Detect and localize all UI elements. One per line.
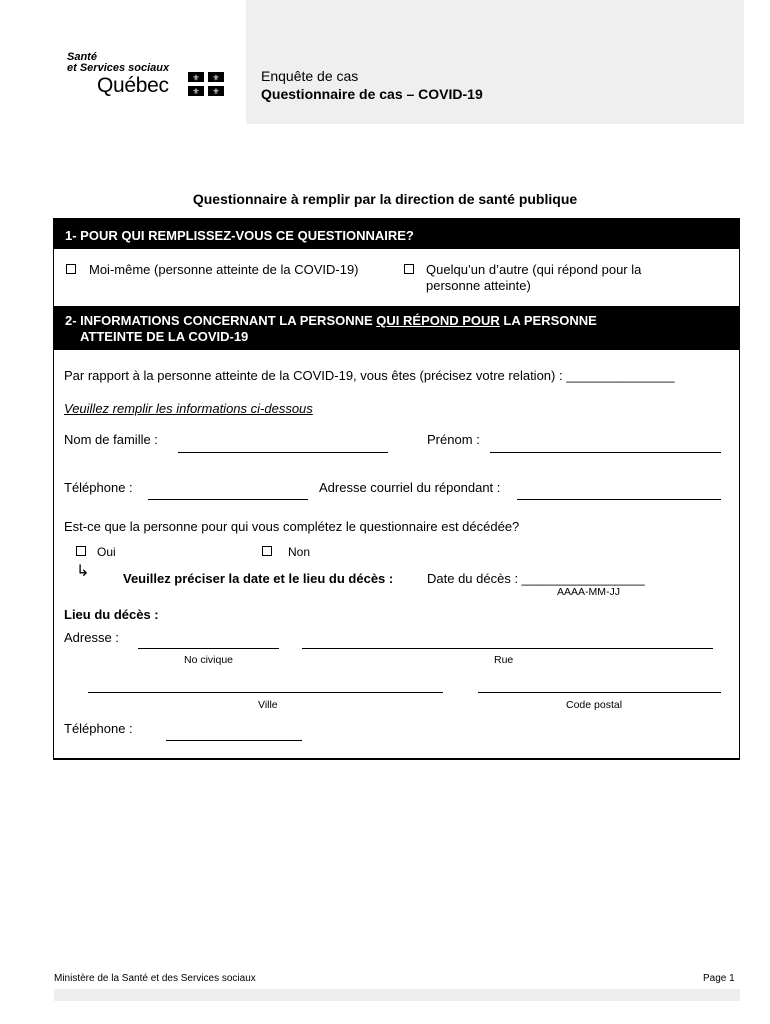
other-checkbox[interactable] xyxy=(404,264,414,274)
header-subtitle: Enquête de cas xyxy=(261,68,359,84)
street-field[interactable] xyxy=(302,648,713,649)
header-box xyxy=(246,0,744,124)
footer-ministry: Ministère de la Santé et des Services sociaux xyxy=(54,973,256,984)
street-label: Rue xyxy=(494,654,514,666)
logo-text xyxy=(67,52,169,74)
postal-code-field[interactable] xyxy=(478,692,721,693)
deceased-no-checkbox[interactable] xyxy=(262,546,272,556)
other-option-label xyxy=(426,262,641,294)
postal-code-label: Code postal xyxy=(566,699,623,711)
self-option-label: Moi-même (personne atteinte de la COVID-19) xyxy=(89,262,359,277)
svg-text:⚜: ⚜ xyxy=(212,87,220,96)
svg-text:⚜: ⚜ xyxy=(212,73,220,83)
date-format-hint: AAAA-MM-JJ xyxy=(557,586,620,598)
self-checkbox[interactable] xyxy=(66,264,76,274)
email-label: Adresse courriel du répondant : xyxy=(319,480,501,495)
city-field[interactable] xyxy=(88,692,443,693)
section-2-heading-underlined: QUI RÉPOND POUR xyxy=(376,313,500,328)
section-1-heading: 1- POUR QUI REMPLISSEZ-VOUS CE QUESTIONNAIRE? xyxy=(53,218,740,249)
header-title: Questionnaire de cas – COVID-19 xyxy=(261,86,483,102)
footer-bar xyxy=(54,989,740,1001)
svg-text:⚜: ⚜ xyxy=(192,87,200,96)
section-2-heading-part2: LA PERSONNE xyxy=(499,313,597,328)
email-field[interactable] xyxy=(517,499,721,500)
deceased-yes-label: Oui xyxy=(97,545,116,559)
firstname-label: Prénom : xyxy=(427,432,480,447)
quebec-flag-icon xyxy=(188,72,224,96)
relation-field[interactable]: Par rapport à la personne atteinte de la COVID-19, vous êtes (précisez votre relation) : _______________ xyxy=(64,368,675,383)
logo-line-2: et Services sociaux xyxy=(67,62,170,74)
section-2-heading-line2: ATTEINTE DE LA COVID-19 xyxy=(80,329,249,344)
page-title: Questionnaire à remplir par la direction de santé publique xyxy=(192,191,578,207)
deceased-yes-checkbox[interactable] xyxy=(76,546,86,556)
instructions: Veuillez remplir les informations ci-dessous xyxy=(64,401,313,416)
other-option-line-2: personne atteinte) xyxy=(426,278,531,293)
arrow-icon: ↳ xyxy=(76,563,90,580)
deceased-question: Est-ce que la personne pour qui vous complétez le questionnaire est décédée? xyxy=(64,519,520,534)
phone2-label: Téléphone : xyxy=(64,721,133,736)
deceased-no-label: Non xyxy=(288,545,311,559)
logo-quebec: Québec xyxy=(97,74,169,97)
section-2-heading-part1: 2- INFORMATIONS CONCERNANT LA PERSONNE xyxy=(65,313,377,328)
phone2-field[interactable] xyxy=(166,740,302,741)
svg-text:⚜: ⚜ xyxy=(192,73,200,83)
footer-page-number: Page 1 xyxy=(703,973,735,984)
address-label: Adresse : xyxy=(64,630,119,645)
death-date-field[interactable]: Date du décès : _________________ xyxy=(427,571,645,586)
city-label: Ville xyxy=(258,699,278,711)
death-place-label: Lieu du décès : xyxy=(64,607,159,622)
lastname-label: Nom de famille : xyxy=(64,432,158,447)
civic-number-label: No civique xyxy=(184,654,234,666)
phone-field[interactable] xyxy=(148,499,308,500)
firstname-field[interactable] xyxy=(490,452,721,453)
section-2-heading xyxy=(53,306,740,350)
civic-number-field[interactable] xyxy=(138,648,279,649)
other-option-line-1: Quelqu’un d’autre (qui répond pour la xyxy=(426,262,642,277)
logo-line-1: Santé xyxy=(67,51,97,63)
phone-label: Téléphone : xyxy=(64,480,133,495)
lastname-field[interactable] xyxy=(178,452,388,453)
death-instruction: Veuillez préciser la date et le lieu du décès : xyxy=(123,571,394,586)
